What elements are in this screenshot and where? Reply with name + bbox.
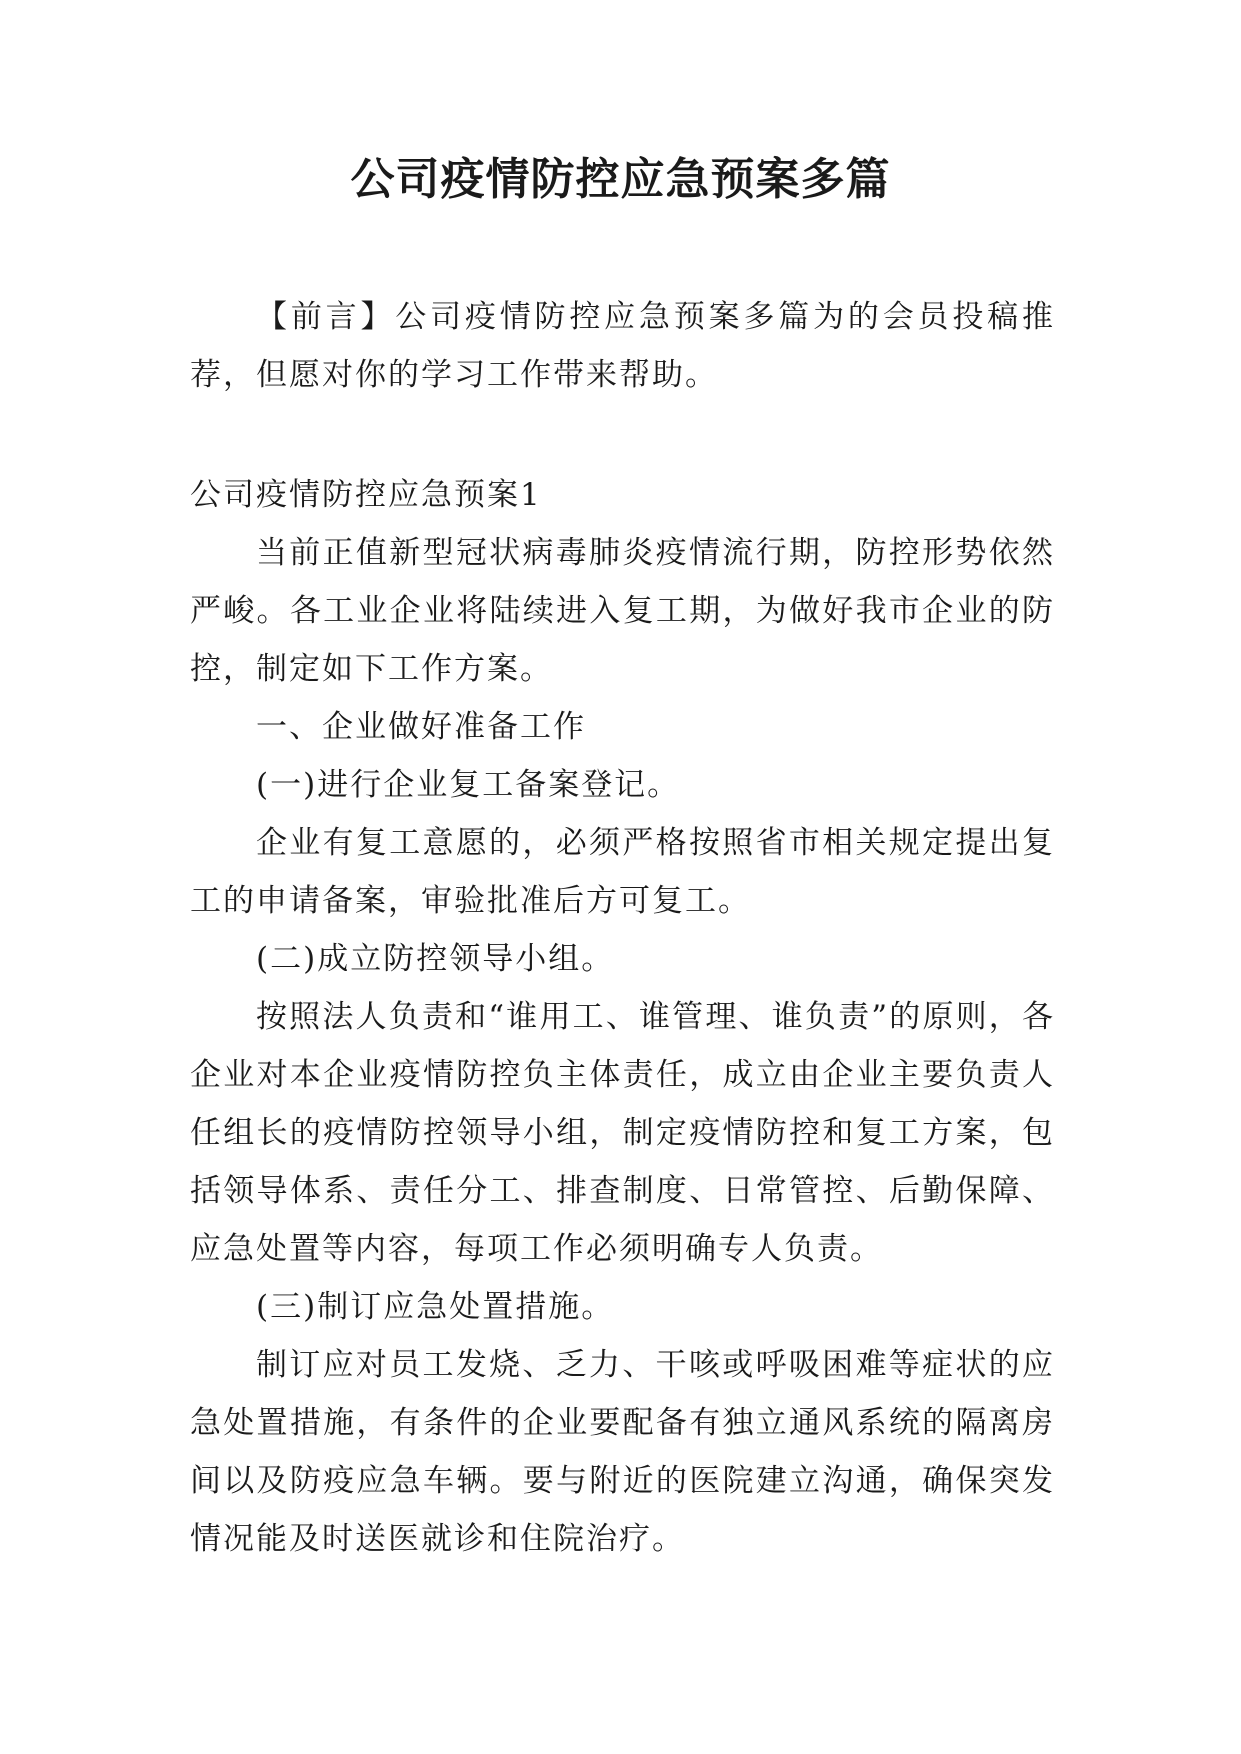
body-paragraph: 按照法人负责和“谁用工、谁管理、谁负责”的原则，各企业对本企业疫情防控负主体责任，成立由企业主要负责人任组长的疫情防控领导小组，制定疫情防控和复工方案，包括领导体系、责任分工、排查制度、日常管控、后勤保障、应急处置等内容，每项工作必须明确专人负责。 xyxy=(190,999,1055,1267)
document-title: 公司疫情防控应急预案多篇 xyxy=(350,154,891,205)
body-paragraph: 制订应对员工发烧、乏力、干咳或呼吸困难等症状的应急处置措施，有条件的企业要配备有独立通风系统的隔离房间以及防疫应急车辆。要与附近的医院建立沟通，确保突发情况能及时送医就诊和住院治疗。 xyxy=(190,1347,1055,1557)
heading-level-2: (二)成立防控领导小组。 xyxy=(256,941,615,977)
heading-level-1: 一、企业做好准备工作 xyxy=(256,709,586,745)
heading-level-2: (三)制订应急处置措施。 xyxy=(256,1289,615,1325)
heading-level-2: (一)进行企业复工备案登记。 xyxy=(256,767,681,803)
section-heading: 公司疫情防控应急预案1 xyxy=(190,477,542,513)
preface-paragraph: 【前言】公司疫情防控应急预案多篇为的会员投稿推荐，但愿对你的学习工作带来帮助。 xyxy=(190,299,1055,393)
body-paragraph: 当前正值新型冠状病毒肺炎疫情流行期，防控形势依然严峻。各工业企业将陆续进入复工期，为做好我市企业的防控，制定如下工作方案。 xyxy=(190,535,1055,687)
body-paragraph: 企业有复工意愿的，必须严格按照省市相关规定提出复工的申请备案，审验批准后方可复工。 xyxy=(190,825,1055,919)
document-body xyxy=(190,288,1055,1568)
